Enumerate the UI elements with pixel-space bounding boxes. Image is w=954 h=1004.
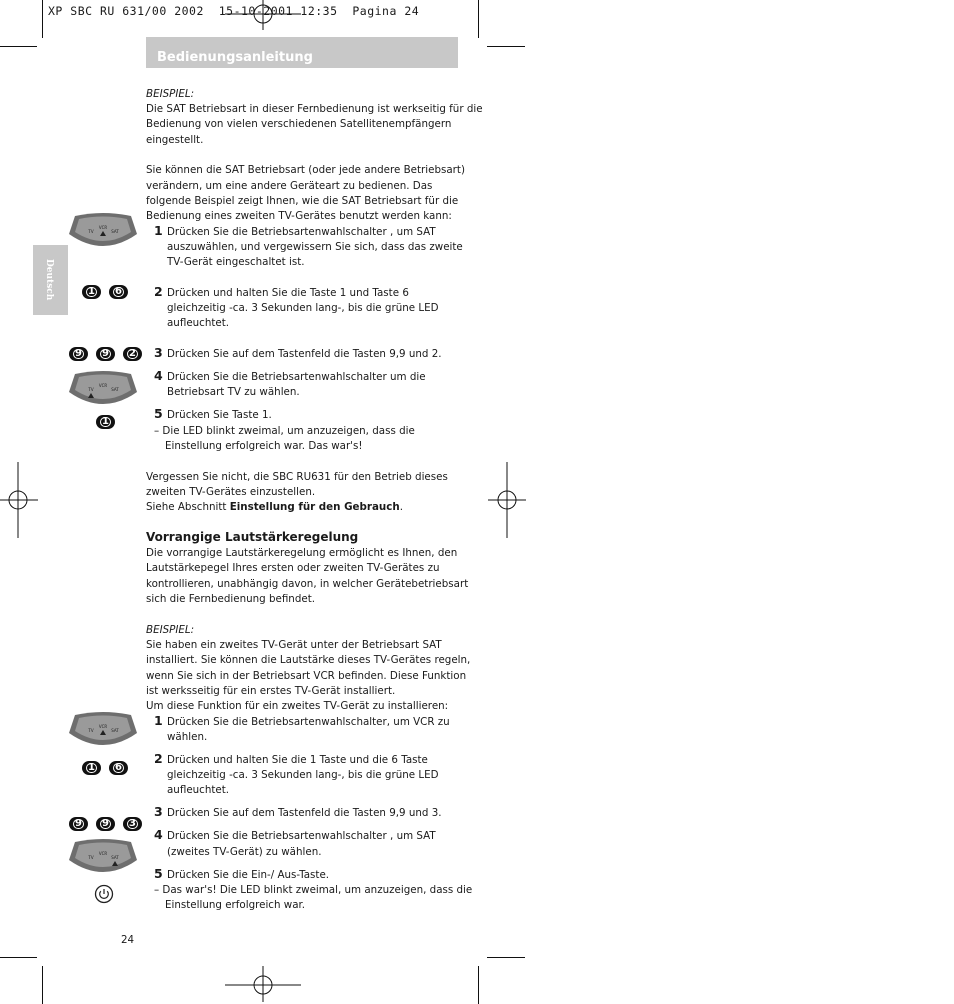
intro-line: Lautstärkepegel Ihres ersten oder zweiten TV-Gerätes zu xyxy=(146,562,440,574)
section-heading: Vorrangige Lautstärkeregelung xyxy=(146,530,359,544)
example-line: installiert. Sie können die Lautstärke dieses TV-Gerätes regeln, xyxy=(146,654,471,666)
paragraph-line: folgende Beispiel zeigt Ihnen, wie die SAT Betriebsart für die xyxy=(146,195,459,207)
step-text: TV-Gerät eingeschaltet ist. xyxy=(167,256,305,268)
step-text: gleichzeitig -ca. 3 Sekunden lang-, bis die grüne LED xyxy=(167,302,439,314)
step-text: Drücken Sie die Ein-/ Aus-Taste. xyxy=(167,869,330,881)
key-1-icon: 1 xyxy=(96,415,115,429)
step-text: Drücken und halten Sie die 1 Taste und die 6 Taste xyxy=(167,754,428,766)
step-text: Drücken Sie Taste 1. xyxy=(167,409,272,421)
key-1-icon: 1 xyxy=(82,285,101,299)
paragraph-line: Sie können die SAT Betriebsart (oder jede andere Betriebsart) xyxy=(146,164,465,176)
step-number: 2 xyxy=(154,284,163,299)
step-number: 1 xyxy=(154,223,163,238)
step-number: 2 xyxy=(154,751,163,766)
mode-selector-illustration xyxy=(69,212,137,252)
power-icon xyxy=(94,884,114,904)
key-6-icon: 6 xyxy=(109,285,128,299)
remote-sat-label: SAT xyxy=(111,387,119,392)
remote-sat-label: SAT xyxy=(111,728,119,733)
key-9-icon: 9 xyxy=(69,347,88,361)
step-number: 4 xyxy=(154,368,163,383)
remote-vcr-label: VCR xyxy=(98,383,108,388)
remote-tv-label: TV xyxy=(88,229,94,234)
step-text: wählen. xyxy=(167,731,208,743)
example-label: BEISPIEL: xyxy=(146,624,195,636)
mode-selector-illustration xyxy=(69,838,137,878)
key-9-icon: 9 xyxy=(96,817,115,831)
key-3-icon: 3 xyxy=(123,817,142,831)
note-see-link: Einstellung für den Gebrauch xyxy=(229,501,400,513)
step-text: aufleuchtet. xyxy=(167,784,230,796)
example-line: Um diese Funktion für ein zweites TV-Gerät zu installieren: xyxy=(146,700,449,712)
remote-sat-label: SAT xyxy=(111,855,119,860)
language-tab xyxy=(33,245,68,315)
step-text: Drücken Sie auf dem Tastenfeld die Tasten 9,9 und 2. xyxy=(167,348,442,360)
step-text: Betriebsart TV zu wählen. xyxy=(167,386,300,398)
key-9-icon: 9 xyxy=(96,347,115,361)
intro-line: Bedienung von vielen verschiedenen Satellitenempfängern xyxy=(146,118,452,130)
language-tab-label: Deutsch xyxy=(44,259,54,301)
step-number: 4 xyxy=(154,827,163,842)
paragraph-line: Bedienung eines zweiten TV-Gerätes benutzt werden kann: xyxy=(146,210,452,222)
remote-tv-label: TV xyxy=(88,387,94,392)
intro-line: sich die Fernbedienung befindet. xyxy=(146,593,316,605)
step-text: Drücken Sie die Betriebsartenwahlschalter, um VCR zu xyxy=(167,716,450,728)
note-see-suffix: . xyxy=(399,501,403,513)
key-6-icon: 6 xyxy=(109,761,128,775)
result-line: – Die LED blinkt zweimal, um anzuzeigen, dass die xyxy=(154,425,415,437)
note-see-prefix: Siehe Abschnitt xyxy=(146,501,230,513)
remote-tv-label: TV xyxy=(88,728,94,733)
step-text: Drücken Sie die Betriebsartenwahlschalter um die xyxy=(167,371,426,383)
step-number: 3 xyxy=(154,804,163,819)
step-number: 5 xyxy=(154,406,163,421)
example-line: wenn Sie sich in der Betriebsart VCR befinden. Diese Funktion xyxy=(146,670,467,682)
example-label: BEISPIEL: xyxy=(146,88,195,100)
step-text: aufleuchtet. xyxy=(167,317,230,329)
intro-line: kontrollieren, unabhängig davon, in welcher Gerätebetriebsart xyxy=(146,578,469,590)
key-1-icon: 1 xyxy=(82,761,101,775)
step-number: 3 xyxy=(154,345,163,360)
step-text: Drücken Sie die Betriebsartenwahlschalter , um SAT xyxy=(167,830,436,842)
step-text: Drücken und halten Sie die Taste 1 und Taste 6 xyxy=(167,287,409,299)
remote-sat-label: SAT xyxy=(111,229,119,234)
header-title: Bedienungsanleitung xyxy=(157,50,313,65)
mode-selector-illustration xyxy=(69,370,137,410)
step-text: auszuwählen, und vergewissern Sie sich, dass das zweite xyxy=(167,241,463,253)
remote-tv-label: TV xyxy=(88,855,94,860)
intro-line: eingestellt. xyxy=(146,134,204,146)
remote-vcr-label: VCR xyxy=(98,851,108,856)
mode-selector-illustration xyxy=(69,711,137,751)
step-number: 1 xyxy=(154,713,163,728)
result-line: Einstellung erfolgreich war. xyxy=(165,899,306,911)
key-2-icon: 2 xyxy=(123,347,142,361)
step-text: Drücken Sie auf dem Tastenfeld die Tasten 9,9 und 3. xyxy=(167,807,442,819)
note-see-line xyxy=(146,501,403,513)
step-text: Drücken Sie die Betriebsartenwahlschalter , um SAT xyxy=(167,226,436,238)
page-number: 24 xyxy=(121,934,135,946)
step-text: gleichzeitig -ca. 3 Sekunden lang-, bis die grüne LED xyxy=(167,769,439,781)
result-line: – Das war's! Die LED blinkt zweimal, um anzuzeigen, dass die xyxy=(154,884,473,896)
result-line: Einstellung erfolgreich war. Das war's! xyxy=(165,440,363,452)
example-line: ist werksseitig für ein erstes TV-Gerät installiert. xyxy=(146,685,396,697)
example-line: Sie haben ein zweites TV-Gerät unter der Betriebsart SAT xyxy=(146,639,442,651)
remote-vcr-label: VCR xyxy=(98,225,108,230)
note-line: zweiten TV-Gerätes einzustellen. xyxy=(146,486,316,498)
remote-vcr-label: VCR xyxy=(98,724,108,729)
step-number: 5 xyxy=(154,866,163,881)
print-slug: XP SBC RU 631/00 2002 15-10-2001 12:35 Pagina 24 xyxy=(48,4,420,18)
step-text: (zweites TV-Gerät) zu wählen. xyxy=(167,846,322,858)
header-bar xyxy=(146,37,458,68)
intro-line: Die SAT Betriebsart in dieser Fernbedienung ist werkseitig für die xyxy=(146,103,483,115)
intro-line: Die vorrangige Lautstärkeregelung ermöglicht es Ihnen, den xyxy=(146,547,458,559)
key-9-icon: 9 xyxy=(69,817,88,831)
note-line: Vergessen Sie nicht, die SBC RU631 für den Betrieb dieses xyxy=(146,471,448,483)
paragraph-line: verändern, um eine andere Geräteart zu bedienen. Das xyxy=(146,180,433,192)
